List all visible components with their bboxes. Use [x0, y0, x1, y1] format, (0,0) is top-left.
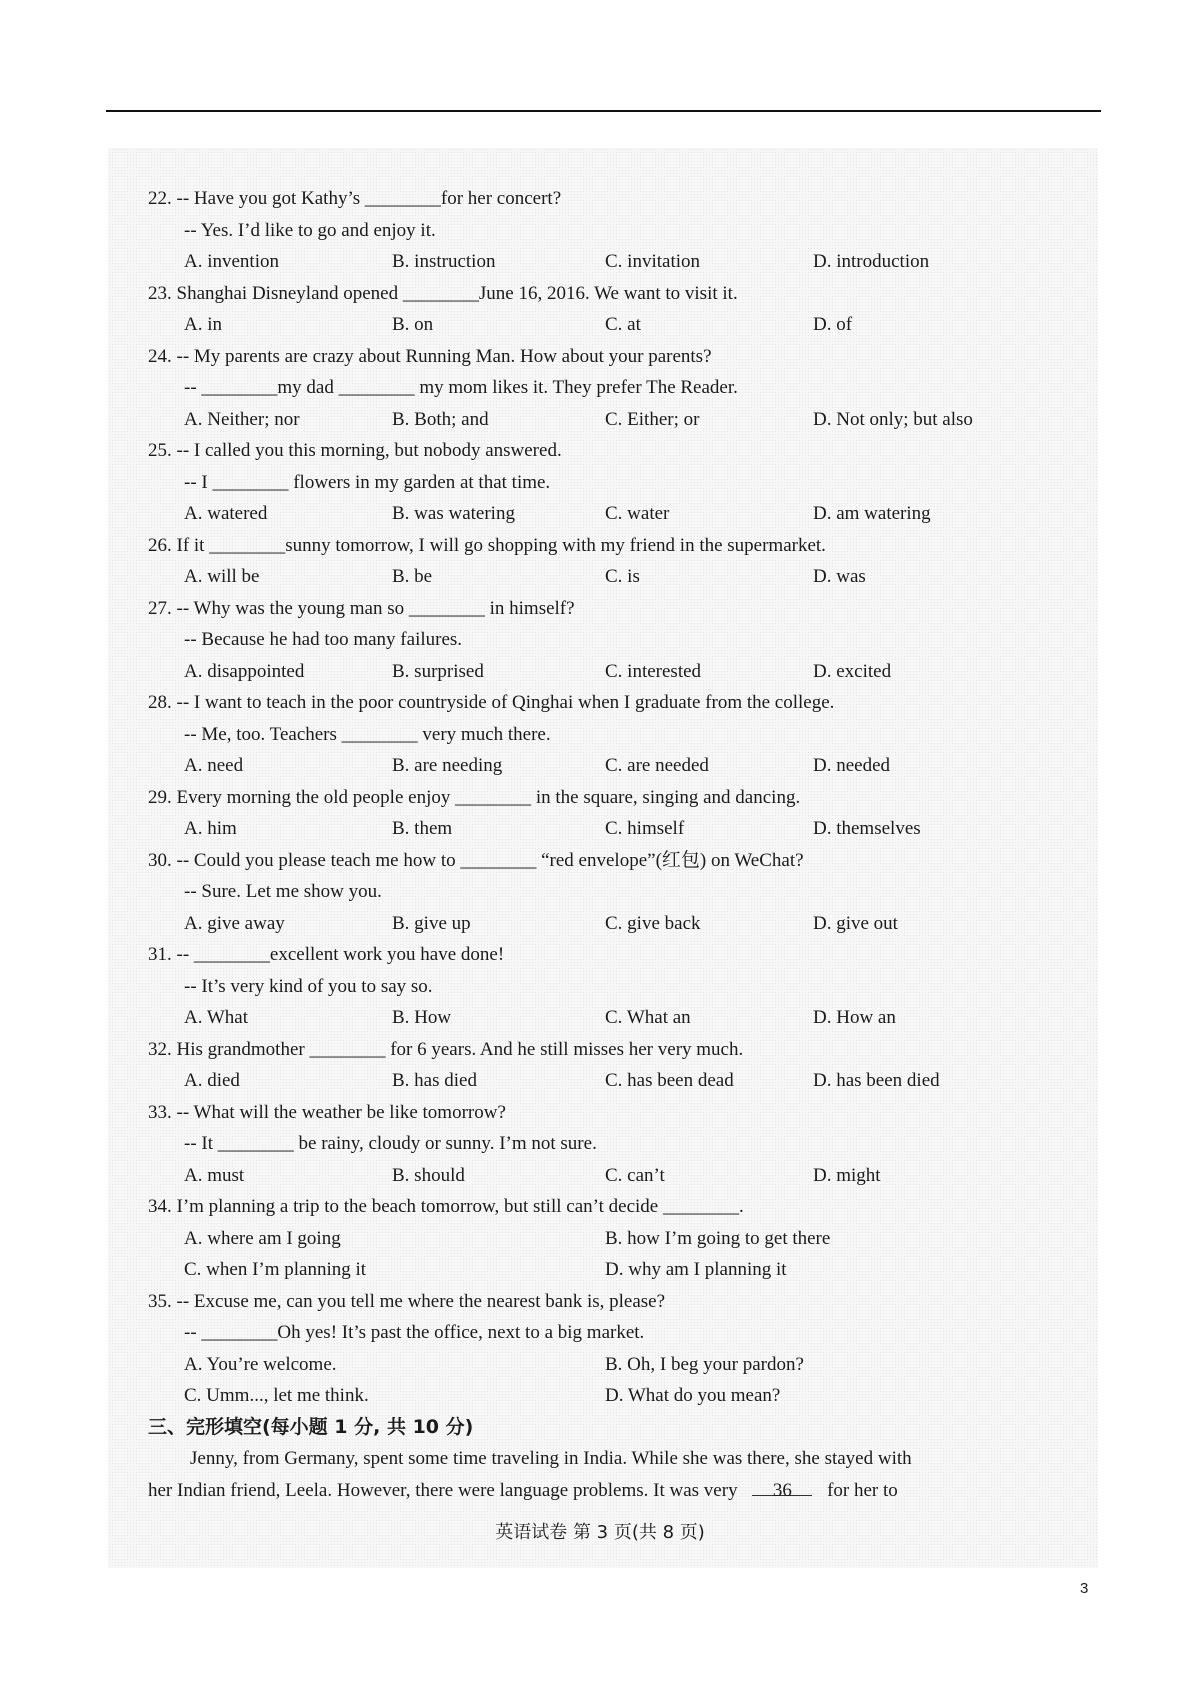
- question-31-option-a: A. What: [184, 1007, 249, 1028]
- question-31-response: -- It’s very kind of you to say so.: [184, 975, 433, 997]
- page-footer: 英语试卷 第 3 页(共 8 页): [495, 1522, 705, 1543]
- question-33-option-b: B. should: [392, 1164, 465, 1186]
- question-32-stem: 32. His grandmother ________ for 6 years. And he still misses her very much.: [148, 1038, 744, 1060]
- cloze-paragraph-line-1: Jenny, from Germany, spent some time traveling in India. While she was there, she stayed with: [190, 1448, 912, 1469]
- question-25-stem: 25. -- I called you this morning, but nobody answered.: [148, 440, 562, 461]
- question-33-options: [148, 1160, 1048, 1192]
- question-34-stem: 34. I’m planning a trip to the beach tomorrow, but still can’t decide ________.: [148, 1196, 744, 1217]
- question-30-options: [148, 908, 1048, 940]
- question-22-option-b: B. instruction: [392, 251, 496, 272]
- question-31-option-d: D. How an: [813, 1007, 896, 1028]
- question-31-stem: 31. -- ________excellent work you have done!: [148, 944, 505, 965]
- question-28-option-a: A. need: [184, 755, 244, 776]
- question-22-option-c: C. invitation: [605, 251, 700, 272]
- question-28-options: [148, 750, 1048, 782]
- question-26-options: [148, 561, 1048, 593]
- question-24-option-c: C. Either; or: [605, 408, 700, 430]
- question-34-option-d: D. why am I planning it: [605, 1259, 787, 1280]
- question-25-option-b: B. was watering: [392, 503, 515, 524]
- question-35-option-a: A. You’re welcome.: [184, 1353, 337, 1375]
- question-30-option-d: D. give out: [813, 912, 898, 934]
- question-27-response: -- Because he had too many failures.: [184, 629, 463, 650]
- question-29-stem: 29. Every morning the old people enjoy ________ in the square, singing and dancing.: [148, 786, 801, 808]
- question-30-option-c: C. give back: [605, 912, 701, 934]
- question-34-option-a: A. where am I going: [184, 1227, 341, 1249]
- question-33-response: -- It ________ be rainy, cloudy or sunny. I’m not sure.: [184, 1133, 597, 1154]
- question-22-option-a: A. invention: [184, 251, 279, 272]
- question-34-options-row1: [148, 1223, 1048, 1255]
- question-27-option-a: A. disappointed: [184, 660, 305, 682]
- question-33-stem: 33. -- What will the weather be like tomorrow?: [148, 1101, 506, 1123]
- question-22-response: -- Yes. I’d like to go and enjoy it.: [184, 219, 436, 241]
- cloze-paragraph-line-2: [148, 1475, 1048, 1507]
- question-30-response: -- Sure. Let me show you.: [184, 881, 382, 902]
- question-26-option-b: B. be: [392, 566, 433, 587]
- question-28-response: -- Me, too. Teachers ________ very much there.: [184, 723, 551, 745]
- question-23-options: [148, 309, 1048, 341]
- question-27-options: [148, 656, 1048, 688]
- question-25-option-d: D. am watering: [813, 503, 931, 524]
- question-31-option-c: C. What an: [605, 1007, 691, 1028]
- question-24-options: [148, 404, 1048, 436]
- question-28-stem: 28. -- I want to teach in the poor countryside of Qinghai when I graduate from the college.: [148, 692, 835, 713]
- question-32-options: [148, 1065, 1048, 1097]
- question-22-option-d: D. introduction: [813, 251, 930, 272]
- question-25-response: -- I ________ flowers in my garden at that time.: [184, 471, 551, 493]
- question-24-option-a: A. Neither; nor: [184, 408, 300, 430]
- question-29-option-a: A. him: [184, 818, 237, 839]
- question-22-stem: 22. -- Have you got Kathy’s ________for her concert?: [148, 188, 562, 209]
- question-23-option-b: B. on: [392, 314, 434, 335]
- question-23-option-a: A. in: [184, 314, 222, 335]
- question-35-option-d: D. What do you mean?: [605, 1385, 781, 1406]
- question-30-option-a: A. give away: [184, 912, 285, 934]
- question-23-stem: 23. Shanghai Disneyland opened ________June 16, 2016. We want to visit it.: [148, 282, 738, 304]
- question-23-option-d: D. of: [813, 314, 853, 335]
- question-26-option-c: C. is: [605, 566, 640, 587]
- question-33-option-d: D. might: [813, 1164, 881, 1186]
- question-29-options: [148, 813, 1048, 845]
- question-26-option-a: A. will be: [184, 566, 260, 587]
- question-24-option-b: B. Both; and: [392, 408, 489, 430]
- question-31-option-b: B. How: [392, 1007, 452, 1028]
- question-24-option-d: D. Not only; but also: [813, 408, 973, 430]
- cloze-blank-36: 36: [752, 1475, 812, 1496]
- question-25-options: [148, 498, 1048, 530]
- question-33-option-a: A. must: [184, 1164, 245, 1186]
- question-28-option-b: B. are needing: [392, 755, 503, 776]
- question-27-option-c: C. interested: [605, 660, 702, 682]
- question-34-options-row2: [148, 1254, 1048, 1286]
- question-26-option-d: D. was: [813, 566, 866, 587]
- question-34-option-c: C. when I’m planning it: [184, 1259, 367, 1280]
- question-32-option-c: C. has been dead: [605, 1070, 734, 1091]
- header-rule: [106, 110, 1101, 112]
- question-35-option-c: C. Umm..., let me think.: [184, 1385, 369, 1406]
- question-25-option-a: A. watered: [184, 503, 268, 524]
- question-22-options: [148, 246, 1048, 278]
- question-33-option-c: C. can’t: [605, 1164, 665, 1186]
- question-31-options: [148, 1002, 1048, 1034]
- cloze-text-start: her Indian friend, Leela. However, there were language problems. It was very: [148, 1479, 738, 1501]
- exam-content: [148, 183, 1048, 1506]
- section-3-title: 三、完形填空(每小题 1 分, 共 10 分): [148, 1415, 474, 1438]
- page-number: 3: [1080, 1580, 1089, 1597]
- question-32-option-d: D. has been died: [813, 1070, 940, 1091]
- question-35-options-row2: [148, 1380, 1048, 1412]
- question-28-option-c: C. are needed: [605, 755, 709, 776]
- question-34-option-b: B. how I’m going to get there: [605, 1227, 831, 1249]
- question-27-option-b: B. surprised: [392, 660, 484, 682]
- question-35-response: -- ________Oh yes! It’s past the office, next to a big market.: [184, 1322, 645, 1343]
- question-24-response: -- ________my dad ________ my mom likes it. They prefer The Reader.: [184, 377, 738, 398]
- question-30-stem: 30. -- Could you please teach me how to ________ “red envelope”(红包) on WeChat?: [148, 849, 804, 871]
- question-28-option-d: D. needed: [813, 755, 891, 776]
- question-list: [148, 183, 1048, 1191]
- question-25-option-c: C. water: [605, 503, 670, 524]
- question-23-option-c: C. at: [605, 314, 641, 335]
- question-30-option-b: B. give up: [392, 912, 471, 934]
- question-35-options-row1: [148, 1349, 1048, 1381]
- question-27-option-d: D. excited: [813, 660, 892, 682]
- question-26-stem: 26. If it ________sunny tomorrow, I will go shopping with my friend in the supermarket.: [148, 534, 826, 556]
- question-35-stem: 35. -- Excuse me, can you tell me where the nearest bank is, please?: [148, 1290, 666, 1312]
- question-29-option-c: C. himself: [605, 818, 685, 839]
- question-32-option-a: A. died: [184, 1070, 240, 1091]
- question-35-option-b: B. Oh, I beg your pardon?: [605, 1353, 804, 1375]
- question-29-option-b: B. them: [392, 818, 453, 839]
- cloze-text-end: for her to: [827, 1479, 898, 1501]
- question-27-stem: 27. -- Why was the young man so ________ in himself?: [148, 597, 575, 619]
- question-32-option-b: B. has died: [392, 1070, 477, 1091]
- question-24-stem: 24. -- My parents are crazy about Running Man. How about your parents?: [148, 345, 712, 367]
- question-29-option-d: D. themselves: [813, 818, 921, 839]
